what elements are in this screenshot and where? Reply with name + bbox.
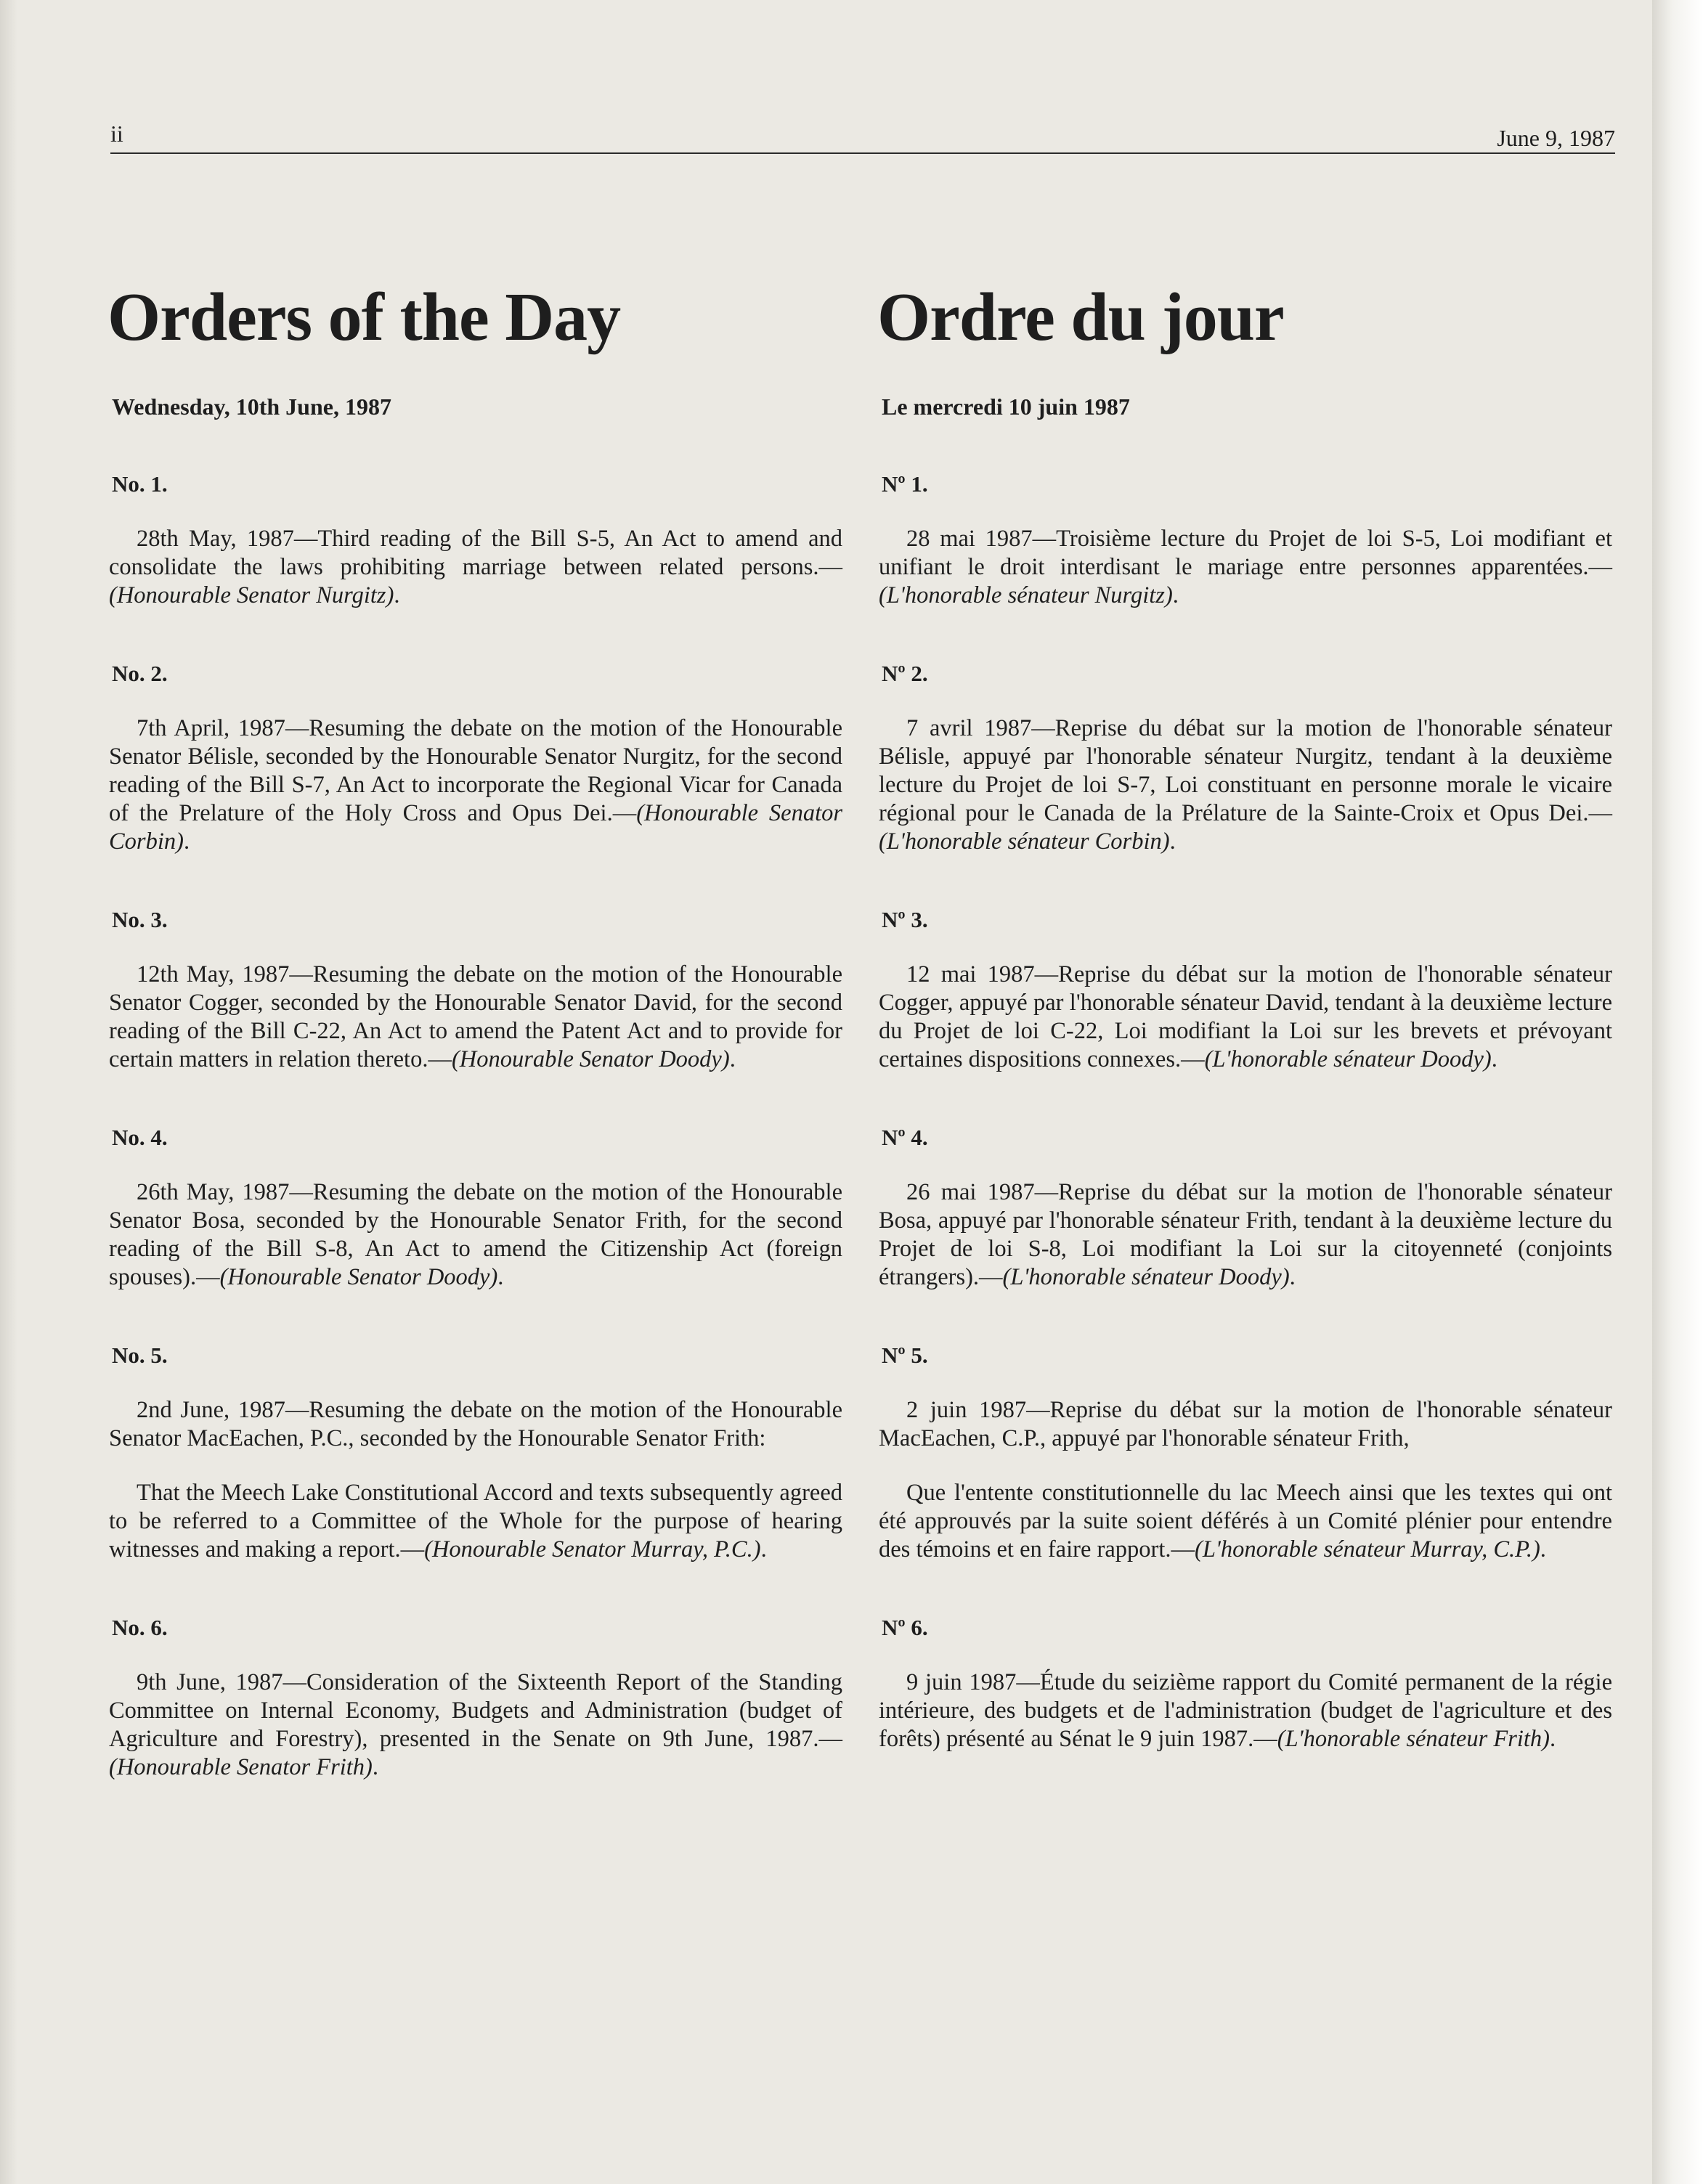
order-item xyxy=(877,661,1612,856)
order-item xyxy=(107,1615,842,1782)
english-date-line: Wednesday, 10th June, 1987 xyxy=(112,394,391,420)
paragraph-text: 26 mai 1987—Reprise du débat sur la motion de l'honorable sénateur Bosa, appuyé par l'honorable sénateur Frith, tendant à la deuxième lecture du Projet de loi S-8, Loi modifiant la Loi sur la citoyenneté (conjoints étrangers).— xyxy=(879,1179,1612,1290)
senator-attribution: (L'honorable sénateur Murray, C.P.) xyxy=(1195,1536,1540,1562)
header-date: June 9, 1987 xyxy=(1497,125,1615,151)
order-item-paragraph xyxy=(109,1396,842,1453)
order-item-number: No. 1. xyxy=(112,471,168,497)
header-rule xyxy=(110,152,1615,154)
order-item-paragraph xyxy=(109,714,842,856)
page-header xyxy=(110,121,1615,161)
paragraph-text: 26th May, 1987—Resuming the debate on the motion of the Honourable Senator Bosa, seconded by the Honourable Senator Frith, for the second reading of the Bill S-8, An Act to amend the Citizenship Act (foreign spouses).— xyxy=(109,1179,842,1290)
paragraph-end-punctuation: . xyxy=(1289,1264,1296,1290)
order-item-paragraph xyxy=(879,1479,1612,1564)
order-item-paragraph xyxy=(879,714,1612,856)
english-column xyxy=(107,280,843,1782)
order-item-paragraph xyxy=(879,961,1612,1074)
order-item xyxy=(877,1342,1612,1564)
order-item-paragraph xyxy=(109,1178,842,1292)
order-item-number: No. 2. xyxy=(112,661,168,686)
order-item xyxy=(107,661,842,856)
order-item-paragraph xyxy=(109,1479,842,1564)
order-item-paragraph xyxy=(879,1178,1612,1292)
order-item-paragraph xyxy=(109,1668,842,1782)
paragraph-text: 7 avril 1987—Reprise du débat sur la motion de l'honorable sénateur Bélisle, appuyé par l'honorable sénateur Nurgitz, tendant à la deuxième lecture du Projet de loi S-7, Loi constituant en personne morale le vicaire régional pour le Canada de la Prélature de la Sainte-Croix et Opus Dei.— xyxy=(879,715,1612,826)
paragraph-end-punctuation: . xyxy=(394,582,400,608)
order-item-number: Nº 6. xyxy=(882,1615,928,1640)
paragraph-text: 12 mai 1987—Reprise du débat sur la motion de l'honorable sénateur Cogger, appuyé par l'honorable sénateur David, tendant à la deuxième lecture du Projet de loi C-22, Loi modifiant la Loi sur les brevets et prévoyant certaines dispositions connexes.— xyxy=(879,961,1612,1072)
order-item xyxy=(877,907,1612,1074)
order-item-paragraph xyxy=(109,525,842,610)
paragraph-text: That the Meech Lake Constitutional Accord and texts subsequently agreed to be referred to a Committee of the Whole for the purpose of hearing witnesses and making a report.— xyxy=(109,1480,842,1562)
order-item-number: Nº 4. xyxy=(882,1125,928,1150)
french-title: Ordre du jour xyxy=(877,280,1284,355)
order-item-number: No. 5. xyxy=(112,1342,168,1368)
paragraph-text: 28th May, 1987—Third reading of the Bill S-5, An Act to amend and consolidate the laws prohibiting marriage between related persons.— xyxy=(109,526,842,580)
paragraph-text: Que l'entente constitutionnelle du lac Meech ainsi que les textes qui ont été approuvés par la suite soient déférés à un Comité plénier pour entendre des témoins et en faire rapport.— xyxy=(879,1480,1612,1562)
paragraph-text: 2 juin 1987—Reprise du débat sur la motion de l'honorable sénateur MacEachen, C.P., appuyé par l'honorable sénateur Frith, xyxy=(879,1397,1612,1451)
french-items xyxy=(877,471,1612,1753)
order-item xyxy=(877,1125,1612,1292)
french-date-line: Le mercredi 10 juin 1987 xyxy=(882,394,1130,420)
order-item-number: No. 3. xyxy=(112,907,168,932)
paragraph-text: 7th April, 1987—Resuming the debate on the motion of the Honourable Senator Bélisle, seconded by the Honourable Senator Nurgitz, for the second reading of the Bill S-7, An Act to incorporate the Regional Vicar for Canada of the Prelature of the Holy Cross and Opus Dei.— xyxy=(109,715,842,826)
order-item xyxy=(107,471,842,610)
senator-attribution: (Honourable Senator Doody) xyxy=(219,1264,498,1290)
page-number: ii xyxy=(110,121,123,147)
paragraph-end-punctuation: . xyxy=(1540,1536,1546,1562)
paragraph-end-punctuation: . xyxy=(760,1536,767,1562)
order-item xyxy=(107,907,842,1074)
english-items xyxy=(107,471,842,1782)
order-item xyxy=(877,471,1612,610)
paragraph-text: 2nd June, 1987—Resuming the debate on the motion of the Honourable Senator MacEachen, P.C., seconded by the Honourable Senator Frith: xyxy=(109,1397,842,1451)
senator-attribution: (Honourable Senator Corbin) xyxy=(109,800,843,855)
paragraph-end-punctuation: . xyxy=(1169,828,1176,855)
order-item-paragraph xyxy=(879,1668,1612,1753)
senator-attribution: (Honourable Senator Nurgitz) xyxy=(109,582,394,608)
paragraph-end-punctuation: . xyxy=(497,1264,504,1290)
paragraph-end-punctuation: . xyxy=(1550,1726,1556,1752)
senator-attribution: (L'honorable sénateur Nurgitz) xyxy=(879,582,1173,608)
senator-attribution: (L'honorable sénateur Frith) xyxy=(1277,1726,1550,1752)
order-item-number: No. 6. xyxy=(112,1615,168,1640)
senator-attribution: (L'honorable sénateur Corbin) xyxy=(879,828,1170,855)
order-item-number: Nº 2. xyxy=(882,661,928,686)
paragraph-end-punctuation: . xyxy=(1172,582,1179,608)
paragraph-text: 28 mai 1987—Troisième lecture du Projet de loi S-5, Loi modifiant et unifiant le droit interdisant le mariage entre personnes apparentées.— xyxy=(879,526,1612,580)
order-item-number: Nº 3. xyxy=(882,907,928,932)
order-item xyxy=(107,1342,842,1564)
order-item-number: Nº 1. xyxy=(882,471,928,497)
paragraph-end-punctuation: . xyxy=(729,1046,736,1072)
english-title: Orders of the Day xyxy=(107,280,621,355)
senator-attribution: (Honourable Senator Murray, P.C.) xyxy=(424,1536,761,1562)
order-item-paragraph xyxy=(109,961,842,1074)
senator-attribution: (Honourable Senator Doody) xyxy=(451,1046,730,1072)
page-left-edge xyxy=(0,0,17,2184)
order-item xyxy=(877,1615,1612,1753)
paragraph-end-punctuation: . xyxy=(1491,1046,1497,1072)
order-item xyxy=(107,1125,842,1292)
french-column xyxy=(877,280,1612,1753)
paragraph-end-punctuation: . xyxy=(372,1754,379,1780)
order-item-paragraph xyxy=(879,525,1612,610)
paragraph-text: 9 juin 1987—Étude du seizième rapport du Comité permanent de la régie intérieure, des budgets et de l'administration (budget de l'agriculture et des forêts) présenté au Sénat le 9 juin 1987.— xyxy=(879,1669,1612,1752)
senator-attribution: (L'honorable sénateur Doody) xyxy=(1204,1046,1492,1072)
paragraph-text: 12th May, 1987—Resuming the debate on the motion of the Honourable Senator Cogger, seconded by the Honourable Senator David, for the second reading of the Bill C-22, An Act to amend the Patent Act and to provide for certain matters in relation thereto.— xyxy=(109,961,842,1072)
order-item-paragraph xyxy=(879,1396,1612,1453)
paragraph-end-punctuation: . xyxy=(183,828,190,855)
senator-attribution: (Honourable Senator Frith) xyxy=(109,1754,373,1780)
paragraph-text: 9th June, 1987—Consideration of the Sixteenth Report of the Standing Committee on Internal Economy, Budgets and Administration (budget of Agriculture and Forestry), presented in the Senate on 9th June, 1987.— xyxy=(109,1669,842,1752)
page-right-edge xyxy=(1652,0,1703,2184)
order-item-number: No. 4. xyxy=(112,1125,168,1150)
order-item-number: Nº 5. xyxy=(882,1342,928,1368)
senator-attribution: (L'honorable sénateur Doody) xyxy=(1002,1264,1290,1290)
